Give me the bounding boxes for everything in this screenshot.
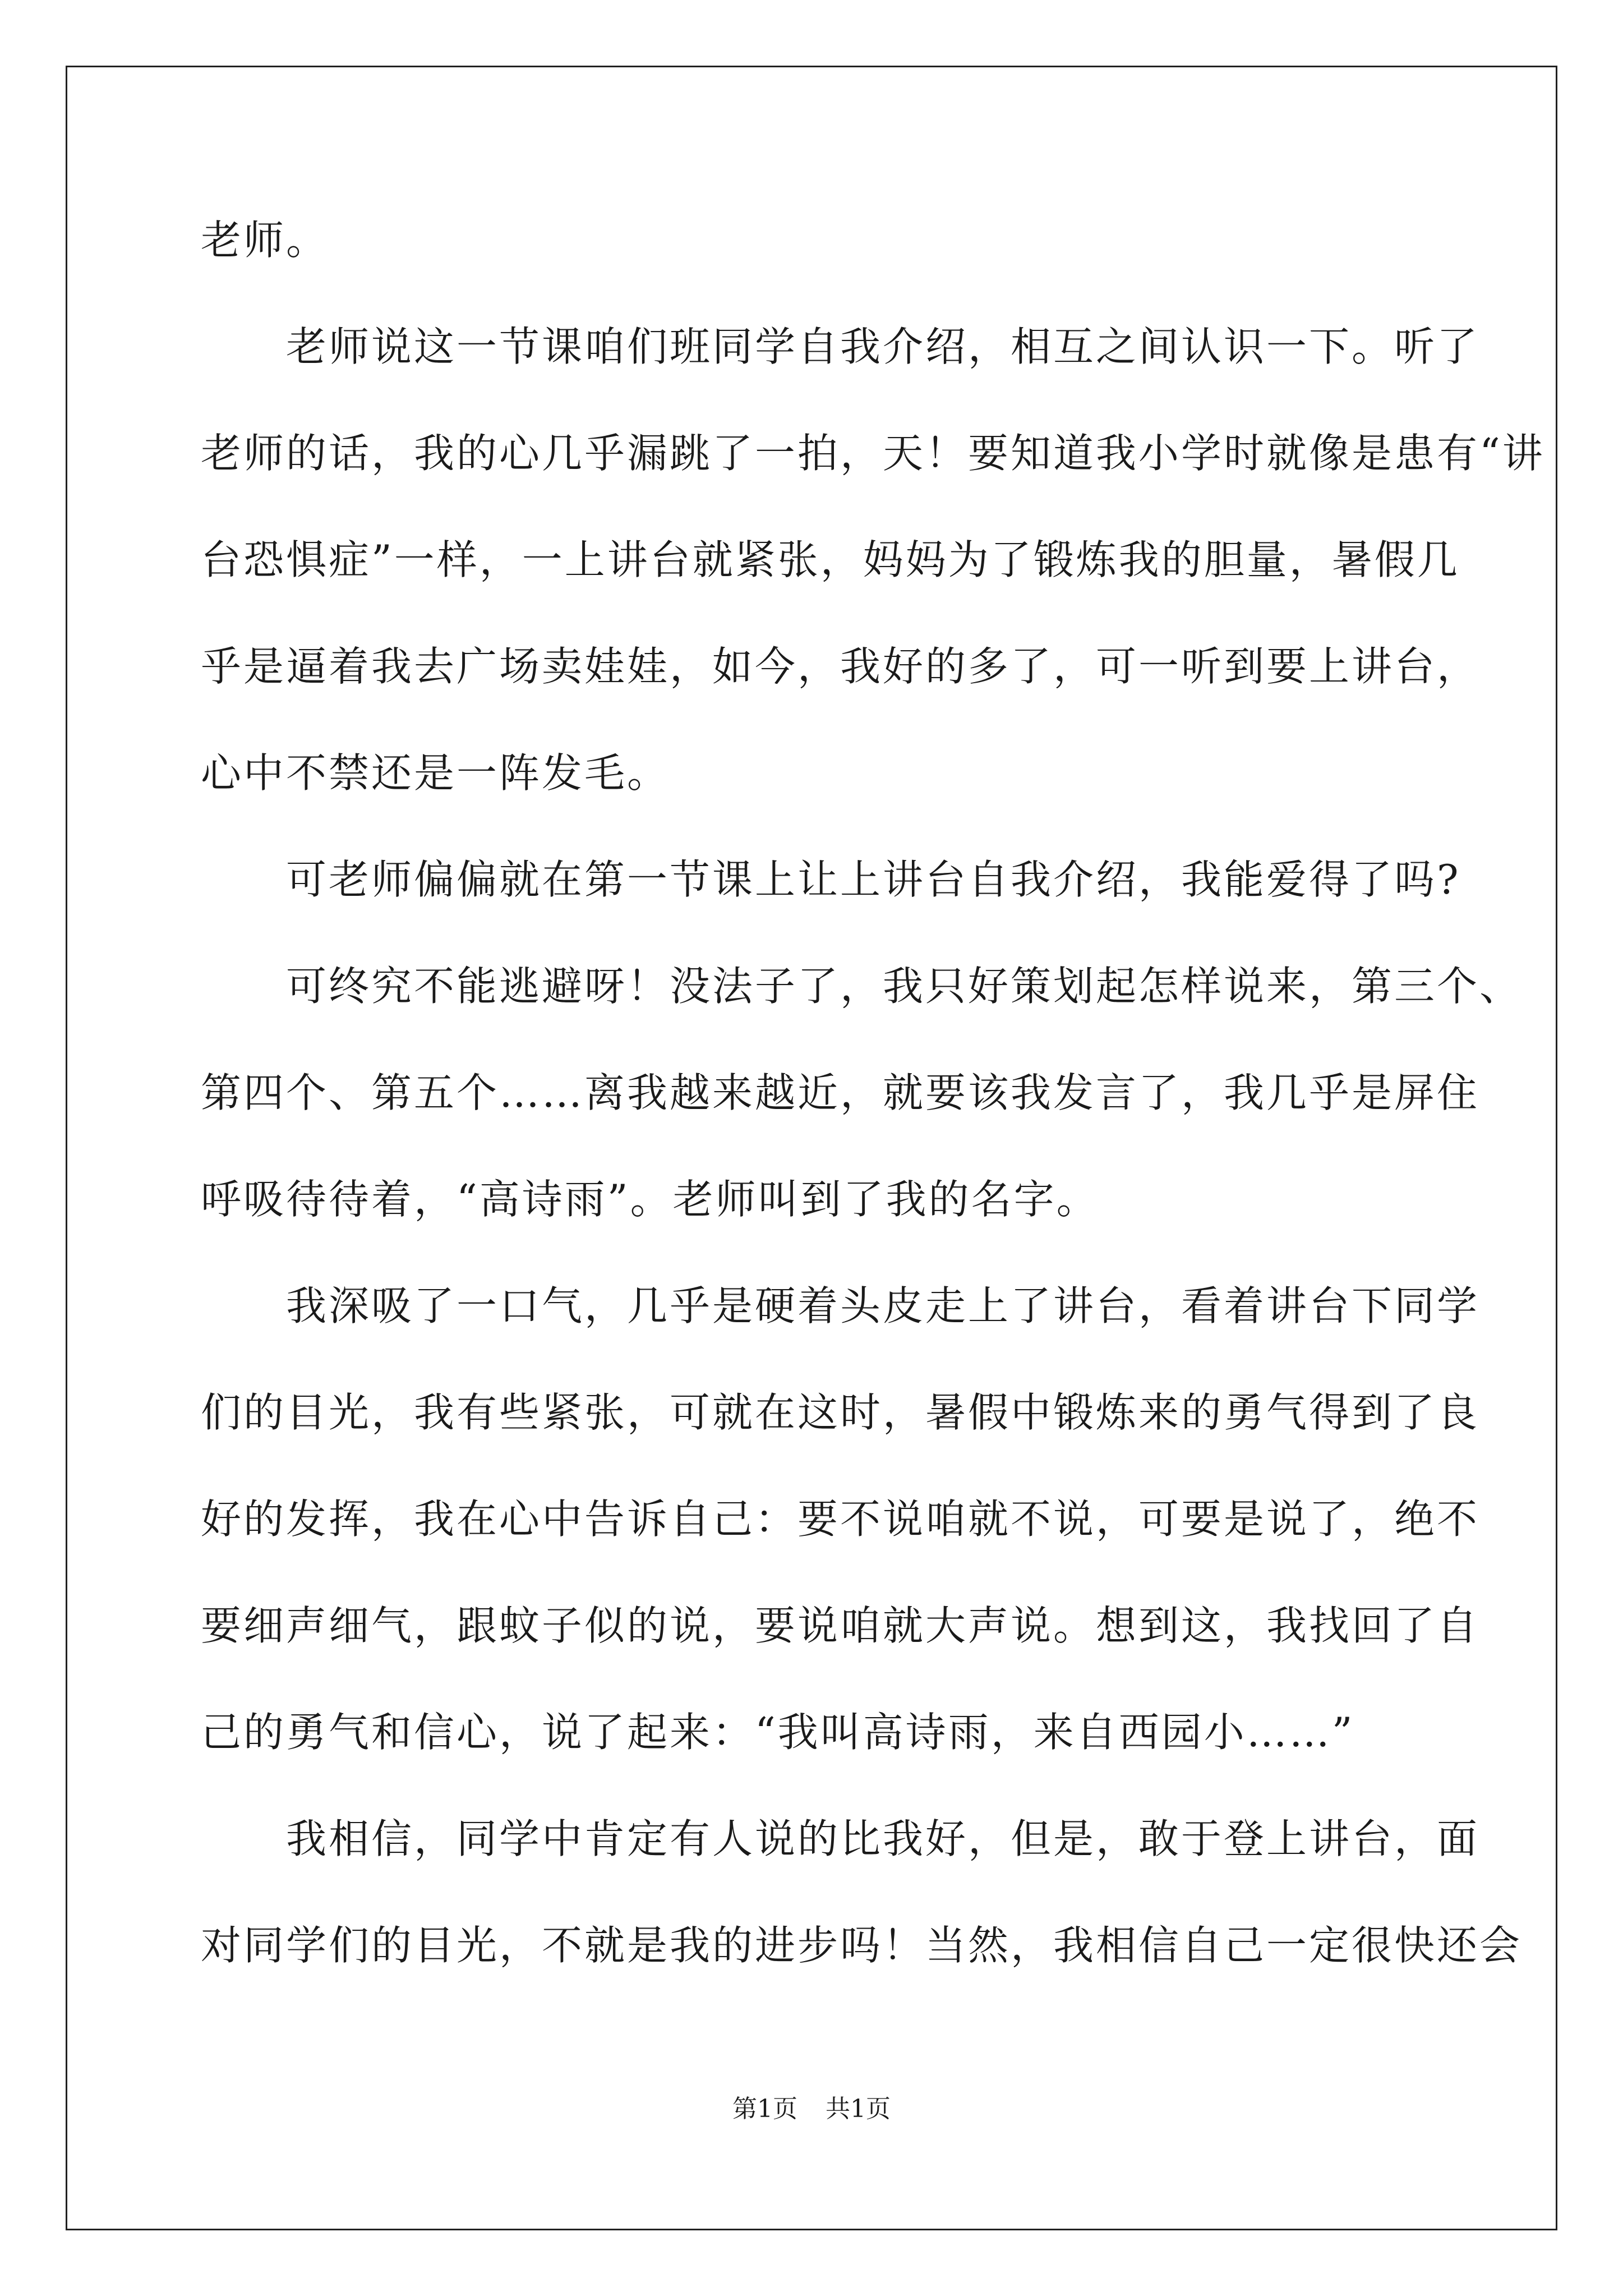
text-line-17: 对同学们的目光，不就是我的进步吗！当然，我相信自己一定很快还会 bbox=[201, 1922, 1523, 1969]
text-line-15: 己的勇气和信心，说了起来：“我叫高诗雨，来自西园小……” bbox=[201, 1709, 1355, 1756]
text-line-1: 老师。 bbox=[201, 217, 329, 264]
text-line-9: 第四个、第五个……离我越来越近，就要该我发言了，我几乎是屏住 bbox=[201, 1069, 1480, 1116]
text-line-4: 台恐惧症”一样，一上讲台就紧张，妈妈为了锻炼我的胆量，暑假几 bbox=[201, 536, 1460, 583]
page-number: 第1页 bbox=[732, 2095, 797, 2123]
page-footer bbox=[0, 2092, 1623, 2126]
text-line-11: 我深吸了一口气，几乎是硬着头皮走上了讲台，看着讲台下同学 bbox=[201, 1282, 1480, 1329]
text-line-16: 我相信，同学中肯定有人说的比我好，但是，敢于登上讲台，面 bbox=[201, 1815, 1480, 1862]
text-line-6: 心中不禁还是一阵发毛。 bbox=[201, 749, 670, 797]
text-line-5: 乎是逼着我去广场卖娃娃，如今，我好的多了，可一听到要上讲台， bbox=[201, 643, 1480, 690]
text-line-3: 老师的话，我的心几乎漏跳了一拍，天！要知道我小学时就像是患有“讲 bbox=[201, 430, 1545, 477]
page-total: 共1页 bbox=[826, 2095, 891, 2123]
text-line-8: 可终究不能逃避呀！没法子了，我只好策划起怎样说来，第三个、 bbox=[201, 963, 1523, 1010]
text-line-2: 老师说这一节课咱们班同学自我介绍，相互之间认识一下。听了 bbox=[201, 323, 1480, 370]
page-border bbox=[66, 66, 1557, 2230]
text-line-14: 要细声细气，跟蚊子似的说，要说咱就大声说。想到这，我找回了自 bbox=[201, 1602, 1480, 1649]
text-line-12: 们的目光，我有些紧张，可就在这时，暑假中锻炼来的勇气得到了良 bbox=[201, 1389, 1480, 1436]
text-line-7: 可老师偏偏就在第一节课上让上讲台自我介绍，我能爱得了吗? bbox=[201, 856, 1461, 903]
text-line-13: 好的发挥，我在心中告诉自己：要不说咱就不说，可要是说了，绝不 bbox=[201, 1496, 1480, 1543]
text-line-10: 呼吸待待着，“高诗雨”。老师叫到了我的名字。 bbox=[201, 1176, 1099, 1223]
